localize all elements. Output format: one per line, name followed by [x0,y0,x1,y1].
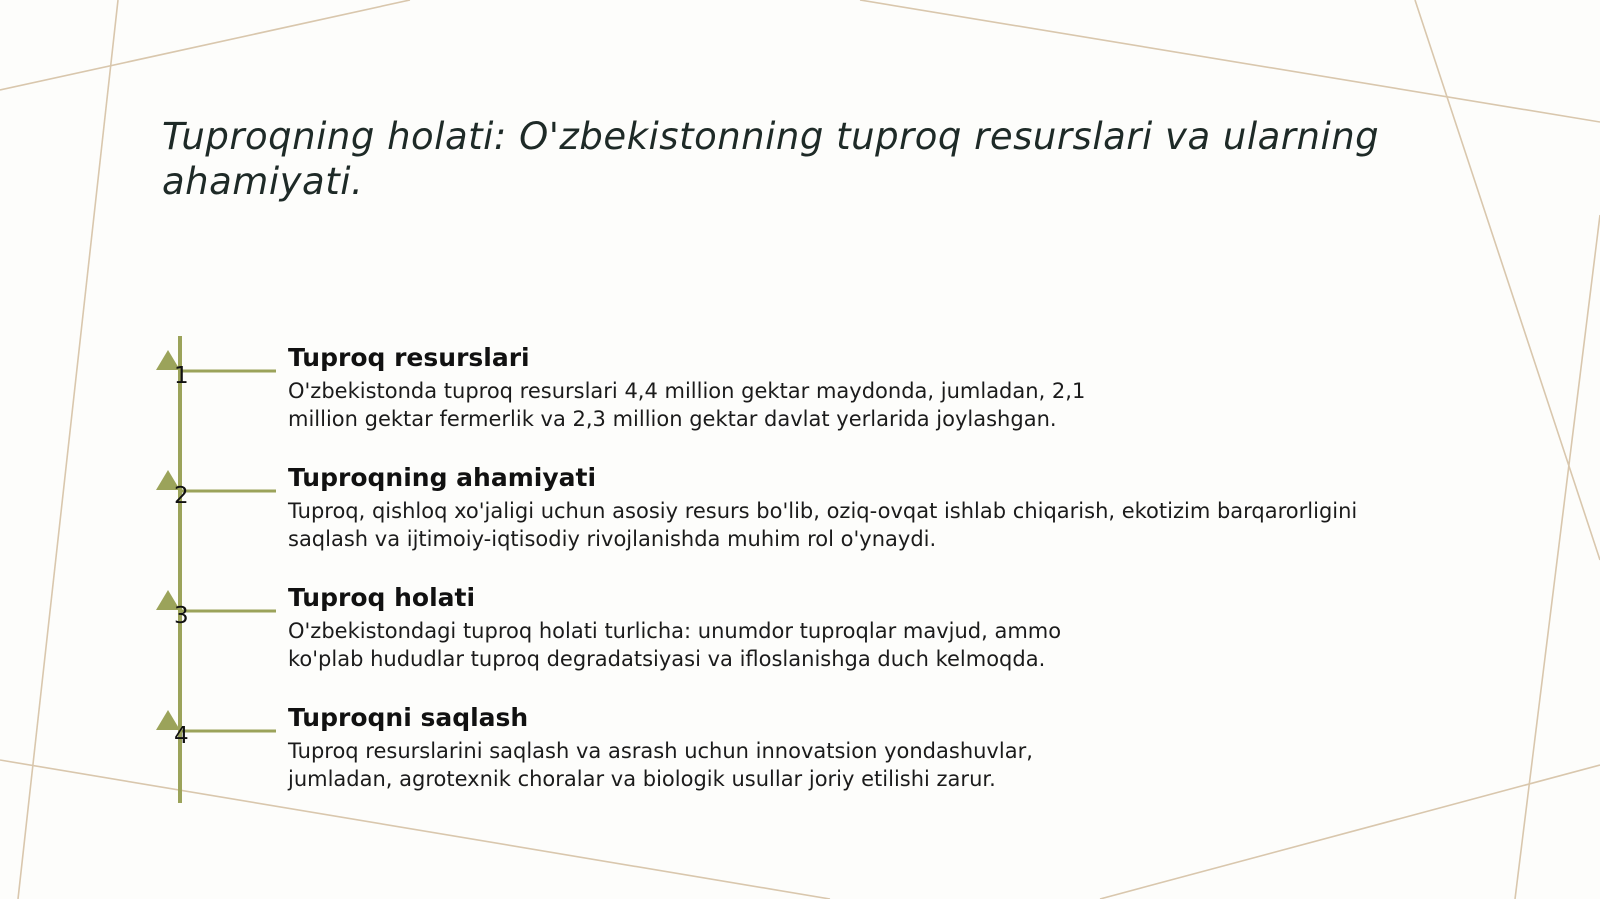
timeline-item-3 [288,583,1118,673]
item-title: Tuproq holati [288,583,476,612]
page-title: Tuproqning holati: O'zbekistonning tuproq resurslari va ularning ahamiyati. [162,115,1380,203]
timeline-number-1: 1 [174,363,189,389]
item-text: O'zbekistondagi tuproq holati turlicha: unumdor tuproqlar mavjud, ammo ko'plab hududlar tuproq degradatsiyasi va ifloslanishga duch kelmoqda. [288,619,1062,671]
timeline-number-3: 3 [174,603,189,629]
timeline-item-4 [288,703,1088,793]
item-text: Tuproq resurslarini saqlash va asrash uchun innovatsion yondashuvlar, jumladan, agrotexnik choralar va biologik usullar joriy etilishi zarur. [288,739,1033,791]
timeline-item-1 [288,343,1088,433]
item-text: Tuproq, qishloq xo'jaligi uchun asosiy resurs bo'lib, oziq-ovqat ishlab chiqarish, ekotizim barqarorligini saqlash va ijtimoiy-iqtisodiy rivojlanishda muhim rol o'ynaydi. [288,499,1358,551]
item-title: Tuproqning ahamiyati [288,463,597,492]
item-text: O'zbekistonda tuproq resurslari 4,4 million gektar maydonda, jumladan, 2,1 million gektar fermerlik va 2,3 million gektar davlat yerlarida joylashgan. [288,379,1086,431]
item-title: Tuproq resurslari [288,343,530,372]
timeline-number-2: 2 [174,483,189,509]
item-title: Tuproqni saqlash [288,703,529,732]
timeline-item-2 [288,463,1418,553]
timeline-number-4: 4 [174,723,189,749]
